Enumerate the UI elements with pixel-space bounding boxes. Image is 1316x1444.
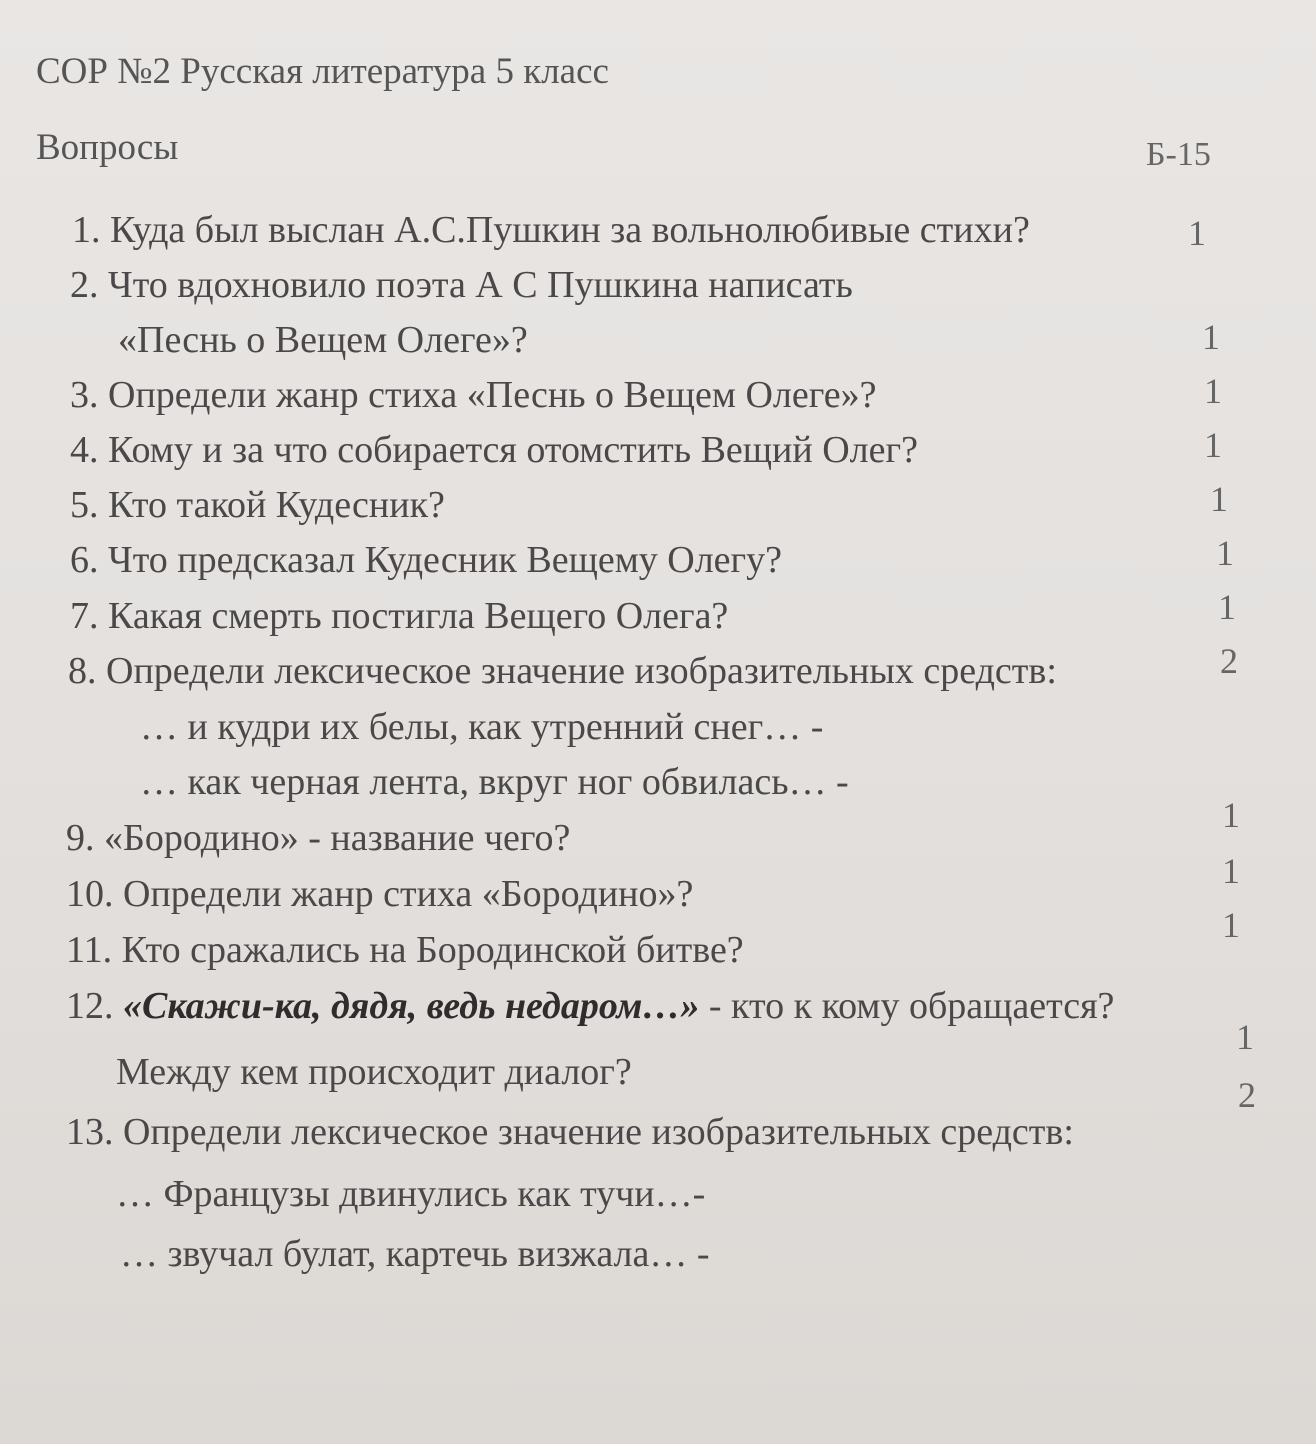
- question-3: [70, 373, 877, 417]
- question-3-points: 1: [1204, 371, 1222, 411]
- question-2: [70, 263, 853, 307]
- question-6-points: 1: [1216, 533, 1234, 573]
- question-number: 9.: [66, 817, 95, 859]
- question-number: 11.: [66, 929, 113, 971]
- question-10-points: 1: [1222, 851, 1240, 891]
- question-text: Кто такой Кудесник?: [108, 484, 445, 526]
- question-text: Определи лексическое значение изобразительных средств:: [123, 1111, 1074, 1153]
- document-title: СОР №2 Русская литература 5 класс: [36, 51, 609, 92]
- question-text: Что вдохновило поэта А С Пушкина написать: [108, 264, 853, 306]
- question-10: [66, 872, 693, 916]
- question-number: 8.: [68, 650, 97, 692]
- question-7-points: 1: [1218, 587, 1236, 627]
- question-8-points: 2: [1220, 641, 1238, 681]
- question-text: Куда был выслан А.С.Пушкин за вольнолюбивые стихи?: [110, 209, 1030, 251]
- question-6: [70, 538, 782, 582]
- question-number: 12.: [66, 985, 114, 1027]
- question-number: 3.: [70, 374, 99, 416]
- question-text: Кому и за что собирается отомстить Вещий Олег?: [108, 429, 918, 471]
- question-11-points: 1: [1222, 905, 1240, 945]
- question-8-sub-2: … как черная лента, вкруг ног обвилась… -: [140, 761, 849, 803]
- question-2-line2: «Песнь о Вещем Олеге»?: [118, 319, 528, 361]
- question-text: Определи жанр стиха «Песнь о Вещем Олеге»?: [108, 374, 877, 416]
- question-13-points: 2: [1238, 1075, 1256, 1115]
- question-5: [70, 483, 445, 527]
- question-number: 10.: [66, 873, 114, 915]
- variant-code: Б-15: [1146, 136, 1211, 173]
- question-number: 13.: [66, 1111, 114, 1153]
- question-5-points: 1: [1210, 479, 1228, 519]
- question-1-points: 1: [1188, 213, 1206, 253]
- question-8-sub-1: … и кудри их белы, как утренний снег… -: [140, 706, 824, 748]
- question-13-sub-2: … звучал булат, картечь визжала… -: [120, 1233, 710, 1275]
- question-text: Какая смерть постигла Вещего Олега?: [108, 595, 729, 637]
- question-text: Определи лексическое значение изобразительных средств:: [106, 650, 1057, 692]
- question-7: [70, 594, 728, 638]
- question-8: [68, 649, 1057, 693]
- question-number: 7.: [70, 595, 99, 637]
- question-12-points: 1: [1236, 1017, 1254, 1057]
- question-13-sub-1: … Французы двинулись как тучи…-: [116, 1173, 706, 1215]
- question-quote: «Скажи-ка, дядя, ведь недаром…»: [123, 985, 700, 1027]
- question-text: Что предсказал Кудесник Вещему Олегу?: [108, 539, 782, 581]
- question-text: Определи жанр стиха «Бородино»?: [123, 873, 694, 915]
- section-heading: Вопросы: [36, 127, 179, 168]
- question-4-points: 1: [1204, 425, 1222, 465]
- question-1: [72, 208, 1030, 252]
- question-12: [66, 984, 1114, 1028]
- question-2-points: 1: [1202, 317, 1220, 357]
- question-4: [70, 428, 918, 472]
- question-number: 5.: [70, 484, 99, 526]
- question-number: 4.: [70, 429, 99, 471]
- question-number: 6.: [70, 539, 99, 581]
- question-text: - кто к кому обращается?: [699, 985, 1115, 1027]
- question-number: 2.: [70, 264, 99, 306]
- question-12-line2: Между кем происходит диалог?: [116, 1051, 632, 1093]
- question-9: [66, 816, 570, 860]
- question-text: Кто сражались на Бородинской битве?: [121, 929, 744, 971]
- question-text: «Бородино» - название чего?: [104, 817, 571, 859]
- question-13: [66, 1110, 1074, 1154]
- question-number: 1.: [72, 209, 101, 251]
- question-9-points: 1: [1222, 795, 1240, 835]
- question-11: [66, 928, 744, 972]
